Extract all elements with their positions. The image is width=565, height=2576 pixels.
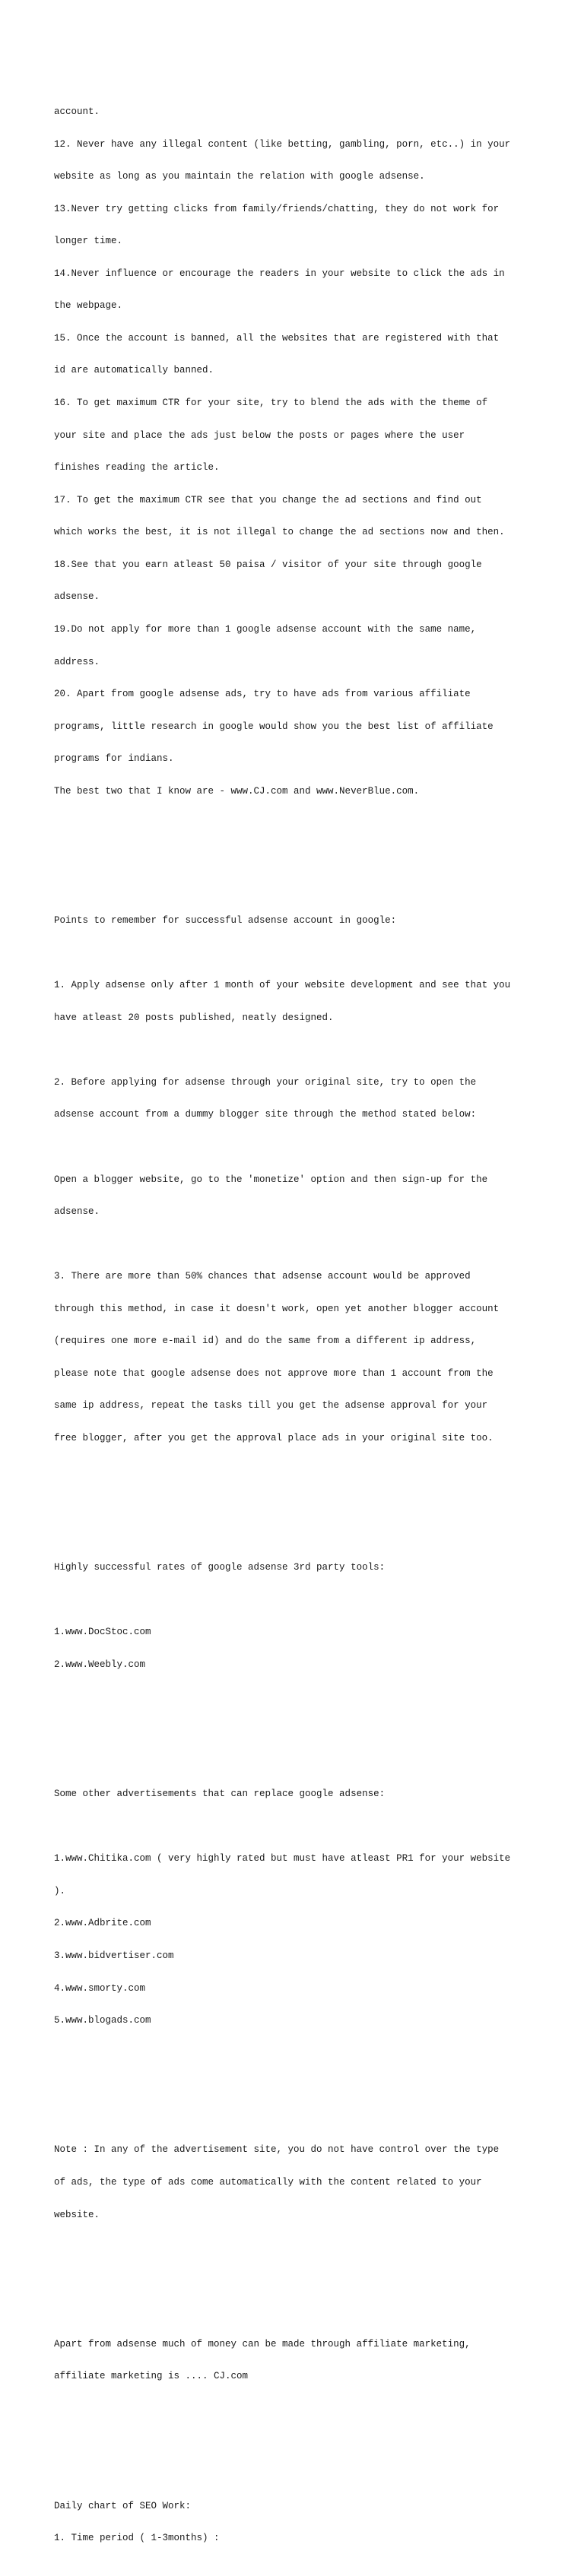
section-heading: Daily chart of SEO Work: (54, 2500, 192, 2511)
text-line: through this method, in case it doesn't work, open yet another blogger account (54, 1303, 500, 1314)
tip-18: 18.See that you earn atleast 50 paisa / visitor of your site through google (54, 559, 482, 570)
affiliate-paragraph (54, 2317, 541, 2403)
blank-line (54, 1044, 541, 1055)
text-line: finishes reading the article. (54, 462, 220, 474)
tip-16: 16. To get maximum CTR for your site, try to blend the ads with the theme of (54, 398, 488, 408)
points-to-remember-section (54, 894, 541, 1465)
text-line: the webpage. (54, 300, 123, 312)
text-line: website. (54, 2209, 100, 2220)
blank-line (54, 1239, 541, 1250)
tip-17: 17. To get the maximum CTR see that you change the ad sections and find out (54, 494, 482, 505)
blank-line (54, 1595, 541, 1605)
tip-19: 19.Do not apply for more than 1 google adsense account with the same name, (54, 623, 477, 635)
blank-line (54, 840, 541, 851)
point-2: 2. Before applying for adsense through your original site, try to open the (54, 1076, 477, 1088)
text-line: which works the best, it is not illegal to change the ad sections now and then. (54, 527, 505, 538)
text-line: id are automatically banned. (54, 365, 214, 376)
text-line: have atleast 20 posts published, neatly designed. (54, 1012, 334, 1023)
tip-20: 20. Apart from google adsense ads, try to have ads from various affiliate (54, 689, 471, 700)
note-paragraph (54, 2123, 541, 2242)
text-line: longer time. (54, 236, 123, 247)
blank-line (54, 1487, 541, 1497)
text-line: please note that google adsense does not approve more than 1 account from the (54, 1367, 494, 1379)
other-advertisements-section (54, 1767, 541, 2048)
tip-12: 12. Never have any illegal content (like betting, gambling, porn, etc..) in your (54, 138, 511, 150)
ad-network-item: 4.www.smorty.com (54, 1982, 146, 1994)
text-line: affiliate marketing is .... CJ.com (54, 2371, 249, 2382)
text-line: same ip address, repeat the tasks till you get the adsense approval for your (54, 1400, 488, 1412)
document-page (54, 52, 541, 2576)
tips-list-continued (54, 85, 541, 819)
text-line: Note : In any of the advertisement site, you do not have control over the type (54, 2144, 500, 2156)
text-line: website as long as you maintain the relation with google adsense. (54, 171, 425, 182)
ad-network-item: 3.www.bidvertiser.com (54, 1950, 174, 1961)
blank-line (54, 2069, 541, 2080)
point-3: 3. There are more than 50% chances that adsense account would be approved (54, 1271, 471, 1282)
text-line: your site and place the ads just below the posts or pages where the user (54, 429, 465, 441)
ad-network-item: 5.www.blogads.com (54, 2015, 151, 2026)
text-line: ). (54, 1885, 66, 1896)
tip-13: 13.Never try getting clicks from family/friends/chatting, they do not work for (54, 203, 500, 214)
text-line: (requires one more e-mail id) and do the same from a different ip address, (54, 1336, 477, 1347)
section-heading: Points to remember for successful adsense account in google: (54, 915, 397, 926)
ad-network-item: 2.www.Adbrite.com (54, 1918, 151, 1929)
text-line: programs for indians. (54, 753, 174, 765)
tool-item: 1.www.DocStoc.com (54, 1627, 151, 1638)
text-line: Apart from adsense much of money can be made through affiliate marketing, (54, 2338, 471, 2349)
blank-line (54, 1821, 541, 1832)
seo-daily-chart-section (54, 2479, 541, 2565)
text-line: address. (54, 656, 100, 667)
tool-item: 2.www.Weebly.com (54, 1659, 146, 1670)
blank-line (54, 2425, 541, 2435)
seo-item-1: 1. Time period ( 1-3months) : (54, 2533, 220, 2544)
point-1: 1. Apply adsense only after 1 month of your website development and see that you (54, 980, 511, 991)
text-line: Open a blogger website, go to the 'monetize' option and then sign-up for the (54, 1174, 488, 1185)
text-line: of ads, the type of ads come automatically with the content related to your (54, 2176, 482, 2188)
blank-line (54, 1713, 541, 1724)
text-line: The best two that I know are - www.CJ.com and www.NeverBlue.com. (54, 785, 420, 797)
tip-15: 15. Once the account is banned, all the websites that are registered with that (54, 332, 500, 344)
ad-network-item: 1.www.Chitika.com ( very highly rated but must have atleast PR1 for your website (54, 1853, 511, 1865)
text-line: adsense. (54, 591, 100, 603)
section-heading: Some other advertisements that can replace google adsense: (54, 1789, 386, 1800)
text-line: programs, little research in google would show you the best list of affiliate (54, 721, 494, 732)
blank-line (54, 2263, 541, 2273)
section-heading: Highly successful rates of google adsense 3rd party tools: (54, 1562, 386, 1573)
text-line: account. (54, 106, 100, 117)
text-line: free blogger, after you get the approval place ads in your original site too. (54, 1433, 494, 1443)
blank-line (54, 1142, 541, 1152)
third-party-tools-section (54, 1541, 541, 1692)
blank-line (54, 948, 541, 958)
tip-14: 14.Never influence or encourage the readers in your website to click the ads in (54, 268, 505, 279)
text-line: adsense. (54, 1206, 100, 1218)
text-line: adsense account from a dummy blogger site through the method stated below: (54, 1109, 477, 1120)
